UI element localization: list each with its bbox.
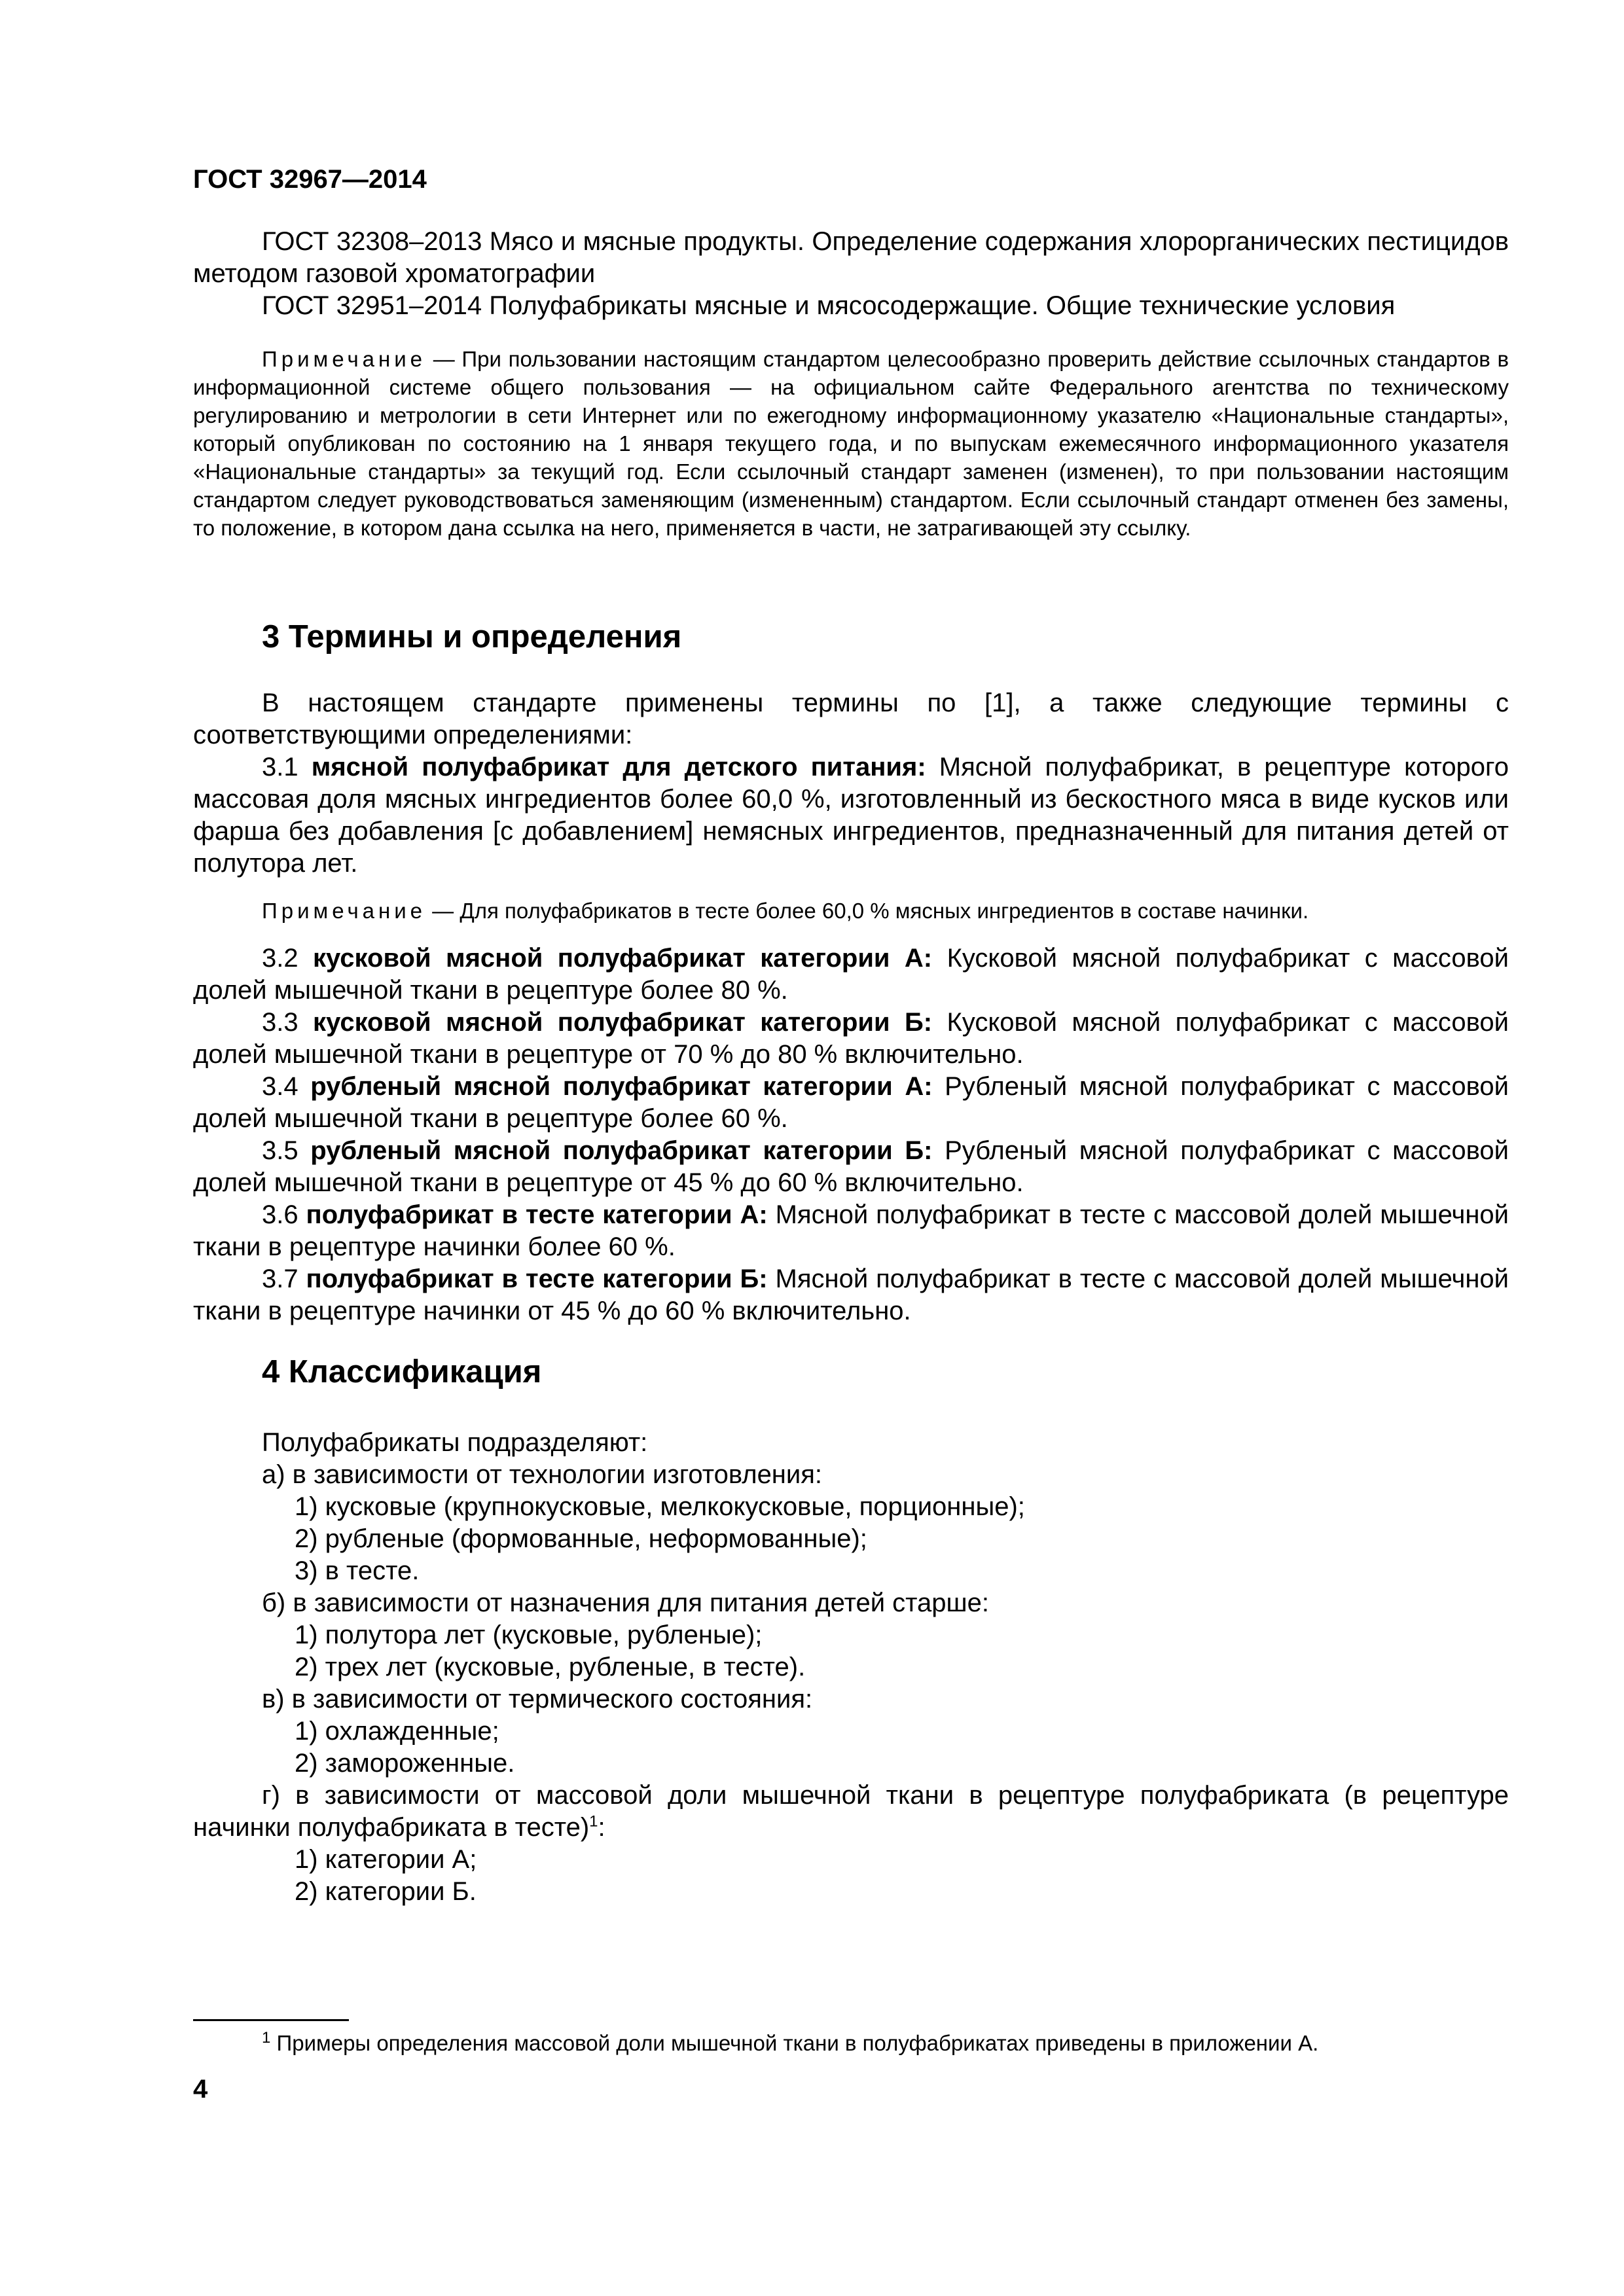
term-name: кусковой мясной полуфабрикат категории А: xyxy=(313,944,933,973)
footnote-text: Примеры определения массовой доли мышечной ткани в полуфабрикатах приведены в приложении А. xyxy=(270,2031,1319,2055)
list-item: 2) категории Б. xyxy=(295,1877,477,1906)
term-3-2: 3.2 кусковой мясной полуфабрикат категории А: Кусковой мясной полуфабрикат с массовой долей мышечной ткани в рецептуре более 80 %. xyxy=(193,944,1509,1005)
note-label: Примечание xyxy=(262,899,427,923)
list-item: 3) в тесте. xyxy=(295,1556,420,1585)
reference-item: ГОСТ 32951–2014 Полуфабрикаты мясные и мясосодержащие. Общие технические условия xyxy=(262,291,1396,320)
terms-list xyxy=(193,942,1509,1327)
list-item: 1) полутора лет (кусковые, рубленые); xyxy=(295,1621,763,1649)
term-name: кусковой мясной полуфабрикат категории Б: xyxy=(313,1008,933,1037)
list-item: 1) кусковые (крупнокусковые, мелкокусковые, порционные); xyxy=(295,1492,1025,1521)
section-3-body xyxy=(193,687,1509,880)
term-3-1: 3.1 мясной полуфабрикат для детского питания: Мясной полуфабрикат, в рецептуре которого массовая доля мясных ингредиентов более 60,0 %, изготовленный из бескостного мяса в виде кусков или фарша без добавления [с добавлением] немясных ингредиентов, предназначенный для питания детей от полутора лет. xyxy=(193,753,1509,878)
reference-item: ГОСТ 32308–2013 Мясо и мясные продукты. Определение содержания хлорорганических пестицидов методом газовой хроматографии xyxy=(193,227,1509,288)
note-block xyxy=(193,897,1509,925)
term-name: рубленый мясной полуфабрикат категории А: xyxy=(310,1072,933,1101)
term-definition: Кусковой мясной полуфабрикат с массовой долей мышечной ткани в рецептуре от 70 % до 80 % включительно. xyxy=(193,1008,1509,1069)
term-name: полуфабрикат в тесте категории Б: xyxy=(306,1265,768,1293)
term-definition: Рубленый мясной полуфабрикат с массовой долей мышечной ткани в рецептуре от 45 % до 60 % включительно. xyxy=(193,1136,1509,1197)
term-definition: Рубленый мясной полуфабрикат с массовой долей мышечной ткани в рецептуре более 60 %. xyxy=(193,1072,1509,1133)
page-number: 4 xyxy=(193,2075,208,2104)
list-item: 2) рубленые (формованные, неформованные); xyxy=(295,1524,867,1553)
term-definition: Кусковой мясной полуфабрикат с массовой долей мышечной ткани в рецептуре более 80 %. xyxy=(193,944,1509,1005)
note-block xyxy=(193,345,1509,542)
references-block xyxy=(193,226,1509,322)
term-3-3: 3.3 кусковой мясной полуфабрикат категории Б: Кусковой мясной полуфабрикат с массовой долей мышечной ткани в рецептуре от 70 % до 80 % включительно. xyxy=(193,1008,1509,1069)
document-header: ГОСТ 32967—2014 xyxy=(193,165,427,194)
term-3-7: 3.7 полуфабрикат в тесте категории Б: Мясной полуфабрикат в тесте с массовой долей мышечной ткани в рецептуре начинки от 45 % до 60 % включительно. xyxy=(193,1265,1509,1325)
term-3-5: 3.5 рубленый мясной полуфабрикат категории Б: Рубленый мясной полуфабрикат с массовой долей мышечной ткани в рецептуре от 45 % до 60 % включительно. xyxy=(193,1136,1509,1197)
list-item: а) в зависимости от технологии изготовления: xyxy=(262,1460,823,1489)
list-item: 2) замороженные. xyxy=(295,1749,515,1778)
section-title: 4 Классификация xyxy=(262,1354,542,1390)
term-3-4: 3.4 рубленый мясной полуфабрикат категории А: Рубленый мясной полуфабрикат с массовой долей мышечной ткани в рецептуре более 60 %. xyxy=(193,1072,1509,1133)
list-item: 1) категории А; xyxy=(295,1845,477,1874)
term-definition: Мясной полуфабрикат в тесте с массовой долей мышечной ткани в рецептуре начинки от 45 % до 60 % включительно. xyxy=(193,1265,1509,1325)
section-intro: В настоящем стандарте применены термины по [1], а также следующие термины с соответствующими определениями: xyxy=(193,689,1509,749)
list-item: 2) трех лет (кусковые, рубленые, в тесте). xyxy=(295,1653,806,1681)
section-4 xyxy=(193,1354,1509,1390)
list-item: Полуфабрикаты подразделяют: xyxy=(262,1428,648,1457)
footnote-ref: 1 xyxy=(589,1812,598,1831)
section-3 xyxy=(193,619,1509,655)
classification-list xyxy=(193,1427,1509,1908)
footnote xyxy=(262,2029,1318,2057)
term-name: полуфабрикат в тесте категории А: xyxy=(306,1200,768,1229)
footnote-mark: 1 xyxy=(262,2029,271,2047)
term-definition: Мясной полуфабрикат, в рецептуре которого массовая доля мясных ингредиентов более 60,0 %, изготовленный из бескостного мяса в виде кусков или фарша без добавления [с добавлением] немясных ингредиентов, предназначенный для питания детей от полутора лет. xyxy=(193,753,1509,878)
term-definition: Мясной полуфабрикат в тесте с массовой долей мышечной ткани в рецептуре начинки более 60 %. xyxy=(193,1200,1509,1261)
list-item: 1) охлажденные; xyxy=(295,1717,499,1746)
footnote-divider xyxy=(193,2019,349,2021)
note-text: — Для полуфабрикатов в тесте более 60,0 % мясных ингредиентов в составе начинки. xyxy=(426,899,1309,923)
term-3-6: 3.6 полуфабрикат в тесте категории А: Мясной полуфабрикат в тесте с массовой долей мышечной ткани в рецептуре начинки более 60 %. xyxy=(193,1200,1509,1261)
list-item: в) в зависимости от термического состояния: xyxy=(262,1685,813,1713)
term-name: мясной полуфабрикат для детского питания: xyxy=(311,753,926,781)
list-item: б) в зависимости от назначения для питания детей старше: xyxy=(262,1588,989,1617)
note-text: — При пользовании настоящим стандартом целесообразно проверить действие ссылочных стандартов в информационной системе общего пользования — на официальном сайте Федерального агентства по техническому регулированию и метрологии в сети Интернет или по ежегодному информационному указателю «Национальные стандарты», который опубликован по состоянию на 1 января текущего года, и по выпускам ежемесячного информационного указателя «Национальные стандарты» за текущий год. Если ссылочный стандарт заменен (изменен), то при пользовании настоящим стандартом следует руководствоваться заменяющим (измененным) стандартом. Если ссылочный стандарт отменен без замены, то положение, в котором дана ссылка на него, применяется в части, не затрагивающей эту ссылку. xyxy=(193,347,1509,540)
section-title: 3 Термины и определения xyxy=(262,619,682,655)
note-label: Примечание xyxy=(262,347,427,371)
list-item: г) в зависимости от массовой доли мышечной ткани в рецептуре полуфабриката (в рецептуре начинки полуфабриката в тесте)$^1$: xyxy=(193,1781,1509,1842)
term-name: рубленый мясной полуфабрикат категории Б: xyxy=(310,1136,933,1165)
